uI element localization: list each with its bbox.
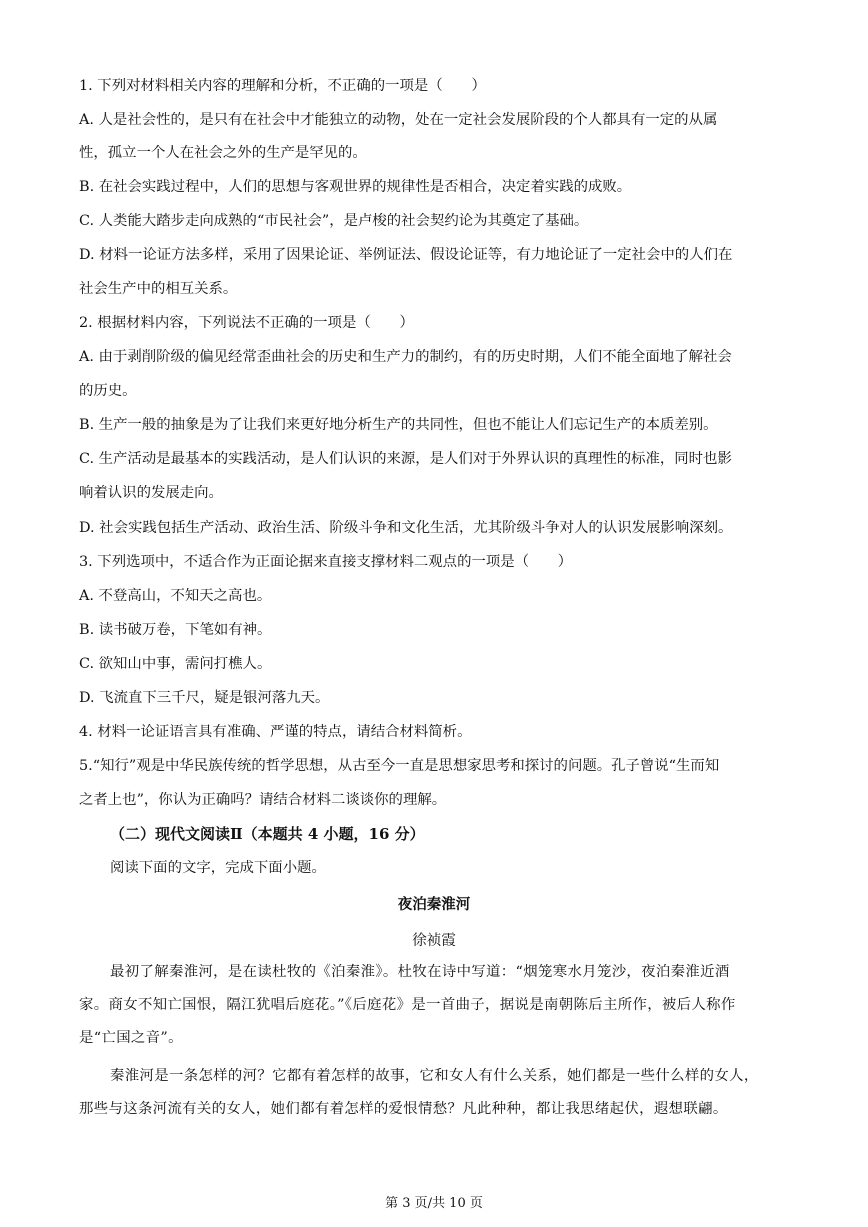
question-4-stem: 4. 材料一论证语言具有准确、严谨的特点，请结合材料简析。 [79,724,472,740]
question-1-option-b: B. 在社会实践过程中，人们的思想与客观世界的规律性是否相合，决定着实践的成败。 [79,179,632,195]
question-2-option-a-cont: 的历史。 [79,383,137,399]
question-2-option-d: D. 社会实践包括生产活动、政治生活、阶级斗争和文化生活，尤其阶级斗争对人的认识发展影响深刻。 [79,520,733,536]
article-paragraph-2-line-2: 那些与这条河流有关的女人，她们都有着怎样的爱恨情愁？凡此种种，都让我思绪起伏，遐想联翩。 [79,1101,728,1117]
question-5-stem-cont: 之者上也”，你认为正确吗？请结合材料二谈谈你的理解。 [79,792,447,808]
question-2-option-b: B. 生产一般的抽象是为了让我们来更好地分析生产的共同性，但也不能让人们忘记生产的本质差别。 [79,417,718,433]
question-3-option-a: A. 不登高山，不知天之高也。 [79,588,272,604]
section-heading: （二）现代文阅读Ⅱ（本题共 4 小题，16 分） [110,825,425,843]
article-paragraph-1-line-3: 是“亡国之音”。 [79,1030,183,1046]
question-1-option-d: D. 材料一论证方法多样，采用了因果论证、举例证法、假设论证等，有力地论证了一定社会中的人们在 [79,247,733,263]
question-3-option-c: C. 欲知山中事，需问打樵人。 [79,656,272,672]
page-number: 第 3 页/共 10 页 [385,1196,483,1211]
question-1-stem: 1. 下列对材料相关内容的理解和分析，不正确的一项是（ ） [79,78,486,94]
section-instruction: 阅读下面的文字，完成下面小题。 [110,860,326,876]
article-title: 夜泊秦淮河 [397,896,471,913]
question-2-stem: 2. 根据材料内容，下列说法不正确的一项是（ ） [79,315,414,331]
question-1-option-a-cont: 性，孤立一个人在社会之外的生产是罕见的。 [79,145,367,161]
article-paragraph-1-line-2: 家。商女不知亡国恨，隔江犹唱后庭花。”《后庭花》是一首曲子，据说是南朝陈后主所作，被后人称作 [79,997,736,1013]
question-1-option-c: C. 人类能大踏步走向成熟的“市民社会”，是卢梭的社会契约论为其奠定了基础。 [79,213,589,229]
article-author: 徐祯霞 [412,933,456,949]
question-2-option-a: A. 由于剥削阶级的偏见经常歪曲社会的历史和生产力的制约，有的历史时期，人们不能全面地了解社会 [79,349,732,365]
question-5-stem: 5.“知行”观是中华民族传统的哲学思想，从古至今一直是思想家思考和探讨的问题。孔子曾说“生而知 [79,758,720,774]
question-1-option-d-cont: 社会生产中的相互关系。 [79,281,238,297]
question-3-stem: 3. 下列选项中，不适合作为正面论据来直接支撑材料二观点的一项是（ ） [79,554,573,570]
question-3-option-b: B. 读书破万卷，下笔如有神。 [79,622,272,638]
article-paragraph-1-line-1: 最初了解秦淮河，是在读杜牧的《泊秦淮》。杜牧在诗中写道：“烟笼寒水月笼沙，夜泊秦淮近酒 [110,964,730,980]
question-1-option-a: A. 人是社会性的，是只有在社会中才能独立的动物，处在一定社会发展阶段的个人都具有一定的从属 [79,112,718,128]
question-3-option-d: D. 飞流直下三千尺，疑是银河落九天。 [79,690,330,706]
question-2-option-c-cont: 响着认识的发展走向。 [79,485,223,501]
article-paragraph-2-line-1: 秦淮河是一条怎样的河？它都有着怎样的故事，它和女人有什么关系，她们都是一些什么样的女人， [110,1068,759,1084]
question-2-option-c: C. 生产活动是最基本的实践活动，是人们认识的来源，是人们对于外界认识的真理性的标准，同时也影 [79,451,732,467]
